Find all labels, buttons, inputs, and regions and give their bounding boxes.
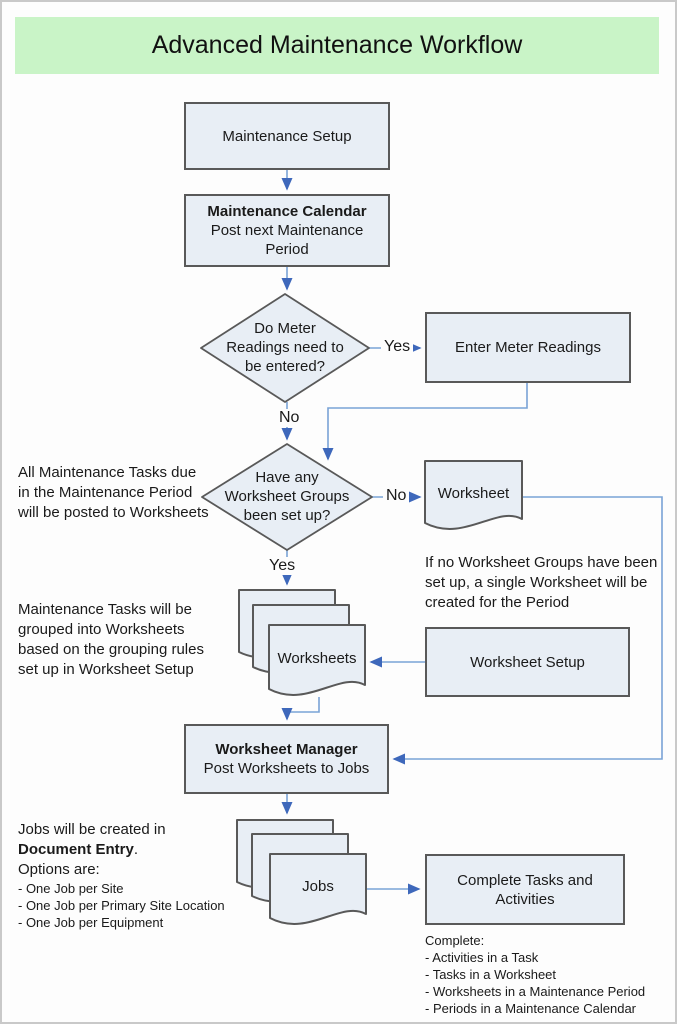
- edge-label-meter-yes: Yes: [381, 338, 413, 356]
- job-option-equipment: - One Job per Equipment: [18, 915, 164, 930]
- jobs-created-line1: Jobs will be created in: [18, 821, 166, 838]
- enter-meter-readings-box: [425, 312, 631, 383]
- page-title: Advanced Maintenance Workflow: [151, 31, 523, 59]
- enter-meter-readings-label: Enter Meter Readings: [455, 339, 601, 356]
- jobs-options-heading: Options are:: [18, 861, 100, 878]
- complete-item-activities: - Activities in a Task: [425, 950, 539, 965]
- edge-label-groups-yes: Yes: [266, 557, 298, 575]
- edge-label-meter-no: No: [276, 409, 302, 427]
- worksheet-groups-decision-label: Have any Worksheet Groups been set up?: [224, 469, 350, 524]
- maintenance-calendar-title: Maintenance Calendar: [207, 203, 367, 220]
- connector-worksheets-to-manager: [287, 697, 319, 719]
- worksheet-setup-box: [425, 627, 630, 697]
- job-option-site: - One Job per Site: [18, 881, 124, 896]
- jobs-created-bold: Document Entry: [18, 841, 134, 858]
- jobs-created-suffix: .: [133, 841, 139, 858]
- complete-item-tasks: - Tasks in a Worksheet: [425, 967, 557, 982]
- worksheets-stack-label: Worksheets: [277, 650, 357, 667]
- annotation-complete-list: [425, 932, 673, 1017]
- worksheet-setup-label: Worksheet Setup: [470, 653, 585, 671]
- edge-label-groups-no: No: [383, 487, 409, 505]
- annotation-grouping-rules: Maintenance Tasks will be grouped into Worksheets based on the grouping rules set up in Worksheet Setup: [18, 601, 204, 678]
- maintenance-calendar-box: [184, 194, 390, 267]
- complete-tasks-box: [425, 854, 625, 925]
- annotation-tasks-posted: All Maintenance Tasks due in the Maintenance Period will be posted to Worksheets: [18, 464, 209, 521]
- maintenance-setup-box: [184, 102, 390, 170]
- title-banner: [15, 17, 659, 74]
- complete-item-periods: - Periods in a Maintenance Calendar: [425, 1001, 637, 1016]
- connector-readings-to-groups-decision: [328, 383, 527, 459]
- annotation-single-worksheet: If no Worksheet Groups have been set up, a single Worksheet will be created for the Period: [425, 554, 658, 611]
- worksheet-document-label: Worksheet: [437, 485, 510, 502]
- jobs-stack-label: Jobs: [302, 878, 334, 895]
- complete-heading: Complete:: [425, 933, 485, 948]
- job-option-primary-site-location: - One Job per Primary Site Location: [18, 898, 225, 913]
- jobs-created-line2: [18, 840, 250, 860]
- complete-item-worksheets: - Worksheets in a Maintenance Period: [425, 984, 646, 999]
- annotation-jobs-created: [18, 820, 250, 931]
- worksheet-manager-title: Worksheet Manager: [215, 741, 358, 758]
- meter-readings-decision-label: Do Meter Readings need to be entered?: [226, 320, 344, 375]
- complete-tasks-label: Complete Tasks and Activities: [457, 871, 593, 908]
- worksheet-manager-box: [184, 724, 389, 794]
- worksheet-manager-subtitle: Post Worksheets to Jobs: [203, 760, 370, 777]
- maintenance-setup-label: Maintenance Setup: [222, 127, 352, 145]
- maintenance-calendar-subtitle: Post next Maintenance Period: [210, 222, 364, 258]
